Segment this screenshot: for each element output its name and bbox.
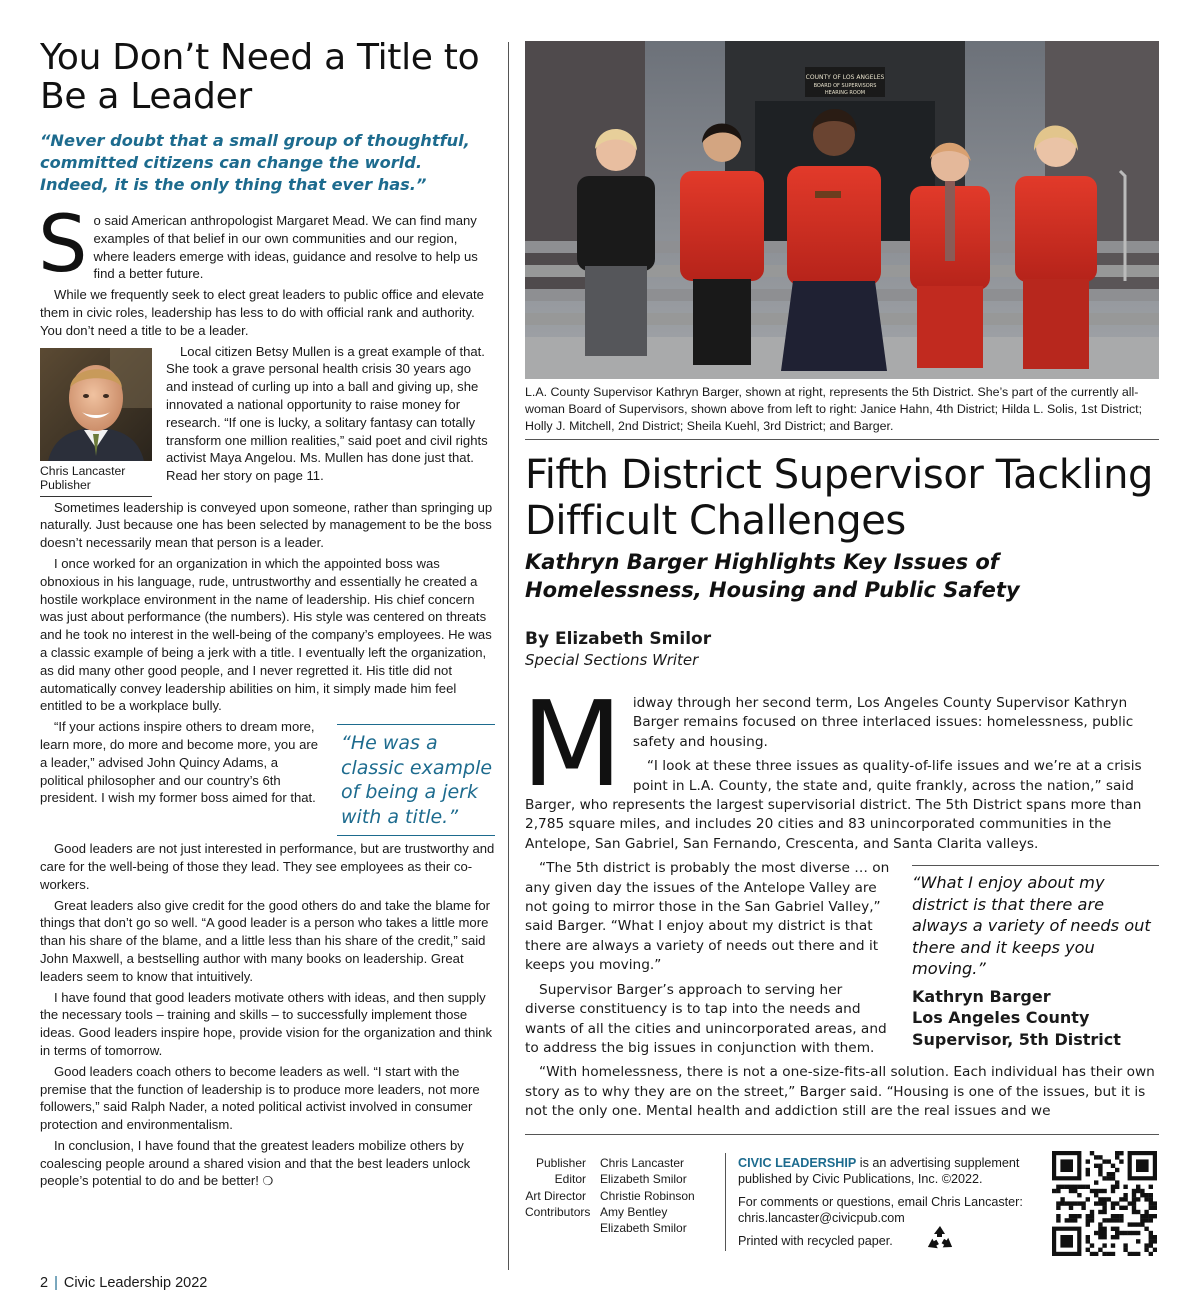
- staff-row: Art Director Christie Robinson: [525, 1188, 695, 1203]
- staff-row: Elizabeth Smilor: [600, 1221, 687, 1236]
- building-sign-text: COUNTY OF LOS ANGELES: [805, 74, 885, 81]
- article-paragraph: Sometimes leadership is conveyed upon someone, rather than springing up naturally. Just because one has been selected by management to be the boss doesn’t necessarily mean that person is a leader.: [40, 499, 493, 551]
- article-paragraph: While we frequently seek to elect great leaders to public office and elevate them in civic roles, leadership has less to do with official rank and authority. You don’t need a title to be a leader.: [40, 287, 484, 338]
- drop-cap: S: [38, 200, 88, 290]
- page-footer: [40, 1273, 207, 1293]
- publisher-photo-block: [40, 348, 152, 497]
- photo-caption: L.A. County Supervisor Kathryn Barger, shown at right, represents the 5th District. She’s part of the currently all-woman Board of Supervisors, shown above from left to right: Janice Hahn, 4th District; Hilda L. Solis, 1st District; Holly J. Mitchell, 2nd District; Sheila Kuehl, 3rd District; and Barger.: [525, 384, 1159, 440]
- article-paragraph: I have found that good leaders motivate others with ideas, and then supply the necessary tools – training and skills – to successfully implement those ideas. Good leaders inspire hope, provide vision for the organization and think in terms of tomorrow.: [40, 989, 493, 1058]
- staff-row: Contributors Amy Bentley: [525, 1204, 668, 1219]
- contact-info: For comments or questions, email Chris Lancaster: chris.lancaster@civicpub.com: [738, 1194, 1023, 1226]
- pull-quote-attribution: Kathryn Barger Los Angeles County Supervisor, 5th District: [912, 986, 1121, 1049]
- right-article: [521, 41, 1159, 1127]
- recycled-notice: Printed with recycled paper.: [738, 1233, 893, 1248]
- building-sign-text: BOARD OF SUPERVISORS: [813, 83, 877, 89]
- staff-list: [525, 1155, 720, 1236]
- article-paragraph: Good leaders are not just interested in performance, but are trustworthy and care for the well-being of those they lead. They see employees as their co-workers.: [40, 841, 495, 892]
- article-paragraph: Local citizen Betsy Mullen is a great example of that. She took a grave personal health crisis 30 years ago and instead of curling up into a ball and giving up, she innovated a national opportunity to raise money for research. “If one is lucky, a solitary fantasy can totally transform one million realities,” said poet and civil rights activist Maya Angelou. Ms. Mullen has done just that. Read her story on page 11.: [166, 343, 488, 484]
- article-paragraph: I once worked for an organization in which the appointed boss was obnoxious in his language, rude, untrustworthy and essentially he created a hostile workplace environment in the name of leadership. His chief concern was just about performance (the numbers). His style was centered on threats and he took no interest in the well-being of the company’s employees. He was a classic example of being a jerk with a title. I eventually left the organization, as did many other good people, and I never regretted it. His title did not automatically convey leadership abilities on him, it simply made him feel entitled to be a workplace bully.: [40, 555, 492, 714]
- pull-quote: “He was a classic example of being a jerk with a title.”: [337, 724, 495, 836]
- byline-role: Special Sections Writer: [525, 651, 699, 669]
- article-paragraph: Great leaders also give credit for the good others do and take the blame for things that don’t go so well. “A good leader is a person who takes a little more than his share of the blame, and a little less than his share of the credit,” said John Maxwell, a bestselling author with many books on leadership. Great leaders seem to know that intuitively.: [40, 897, 490, 984]
- masthead-box: [525, 1134, 1159, 1262]
- mead-quote: “Never doubt that a small group of thoughtful, committed citizens can change the world. Indeed, it is the only thing that ever has.”: [40, 131, 470, 194]
- drop-cap: M: [521, 675, 623, 813]
- article-paragraph: “The 5th district is probably the most diverse … on any given day the issues of the Antelope Valley are not going to mirror those in the San Gabriel Valley,” said Barger. “What I enjoy about my district is that there are always a variety of needs out there and it keeps you moving.”: [525, 860, 890, 974]
- article-paragraph: In conclusion, I have found that the greatest leaders mobilize others by coalescing people around a shared vision and that the best leaders unlock people’s potential to do and be better! ❍: [40, 1137, 471, 1189]
- publisher-portrait-photo: [40, 348, 152, 461]
- right-article-body: [521, 675, 1159, 1122]
- publisher-photo-caption: Chris Lancaster Publisher: [40, 464, 152, 497]
- byline: By Elizabeth Smilor: [525, 629, 712, 649]
- right-article-title: Fifth District Supervisor Tackling Difficult Challenges: [525, 452, 1154, 544]
- staff-row: Editor Elizabeth Smilor: [554, 1172, 687, 1187]
- article-paragraph: “With homelessness, there is not a one-size-fits-all solution. Each individual has their own story as to why they are on the street,” Barger said. “Housing is one of the issues, but it is not the only one. Mental health and addiction still are the real issues and we: [525, 1064, 1155, 1120]
- right-article-subtitle: Kathryn Barger Highlights Key Issues of Homelessness, Housing and Public Safety: [525, 550, 1020, 602]
- qr-code[interactable]: [1052, 1151, 1157, 1256]
- staff-row: Publisher Chris Lancaster: [535, 1156, 685, 1170]
- barger-pull-quote: [912, 865, 1159, 1050]
- building-sign-text: HEARING ROOM: [824, 90, 866, 96]
- left-article-title: You Don’t Need a Title to Be a Leader: [40, 37, 480, 117]
- article-paragraph: “If your actions inspire others to dream more, learn more, do more and become more, you are a leader,” advised John Quincy Adams, a political philosopher and our country’s 6th president. I wish my former boss aimed for that.: [40, 719, 319, 806]
- masthead-info: [738, 1155, 1038, 1255]
- publication-notice: CIVIC LEADERSHIP is an advertising supplement published by Civic Publications, Inc. ©2022.: [738, 1156, 1020, 1187]
- article-paragraph: So said American anthropologist Margaret Mead. We can find many examples of that belief in our own communities and our region, where leaders emerge with ideas, guidance and resolve to help us find a better future.: [38, 200, 478, 290]
- board-of-supervisors-photo: [525, 41, 1159, 379]
- publication-name: Civic Leadership 2022: [63, 1275, 208, 1291]
- end-mark-icon: ❍: [262, 1174, 274, 1189]
- article-paragraph: Midway through her second term, Los Angeles County Supervisor Kathryn Barger remains focused on three interlaced issues: homelessness, public safety and housing.: [521, 675, 1134, 813]
- masthead-divider: [725, 1153, 726, 1251]
- footer-separator: |: [54, 1275, 58, 1291]
- column-divider: [508, 42, 509, 1270]
- article-paragraph: “I look at these three issues as quality-of-life issues and we’re at a crisis point in L.A. County, the state and, quite frankly, across the nation,” said Barger, who represents the largest supervisorial district. The 5th District spans more than 2,785 square miles, and includes 20 cities and 83 unincorporated communities in the Antelope, San Gabriel, San Fernando, Crescenta, and Santa Clarita valleys.: [525, 758, 1142, 852]
- article-paragraph: Good leaders coach others to become leaders as well. “I start with the premise that the function of leadership is to produce more leaders, not more followers,” said Ralph Nader, a noted political activist involved in consumer protection and environmentalism.: [40, 1063, 480, 1133]
- recycle-icon: [923, 1223, 957, 1257]
- page-number: 2: [40, 1275, 49, 1291]
- pull-quote-text: “What I enjoy about my district is that there are always a variety of needs out there and it keeps you moving.”: [912, 873, 1151, 979]
- left-article: [40, 38, 495, 1194]
- article-paragraph: Supervisor Barger’s approach to serving her diverse constituency is to tap into the needs and wants of all the cities and unincorporated areas, and to address the big issues in conjunction with them.: [525, 981, 887, 1056]
- brand-name: CIVIC LEADERSHIP: [738, 1156, 857, 1170]
